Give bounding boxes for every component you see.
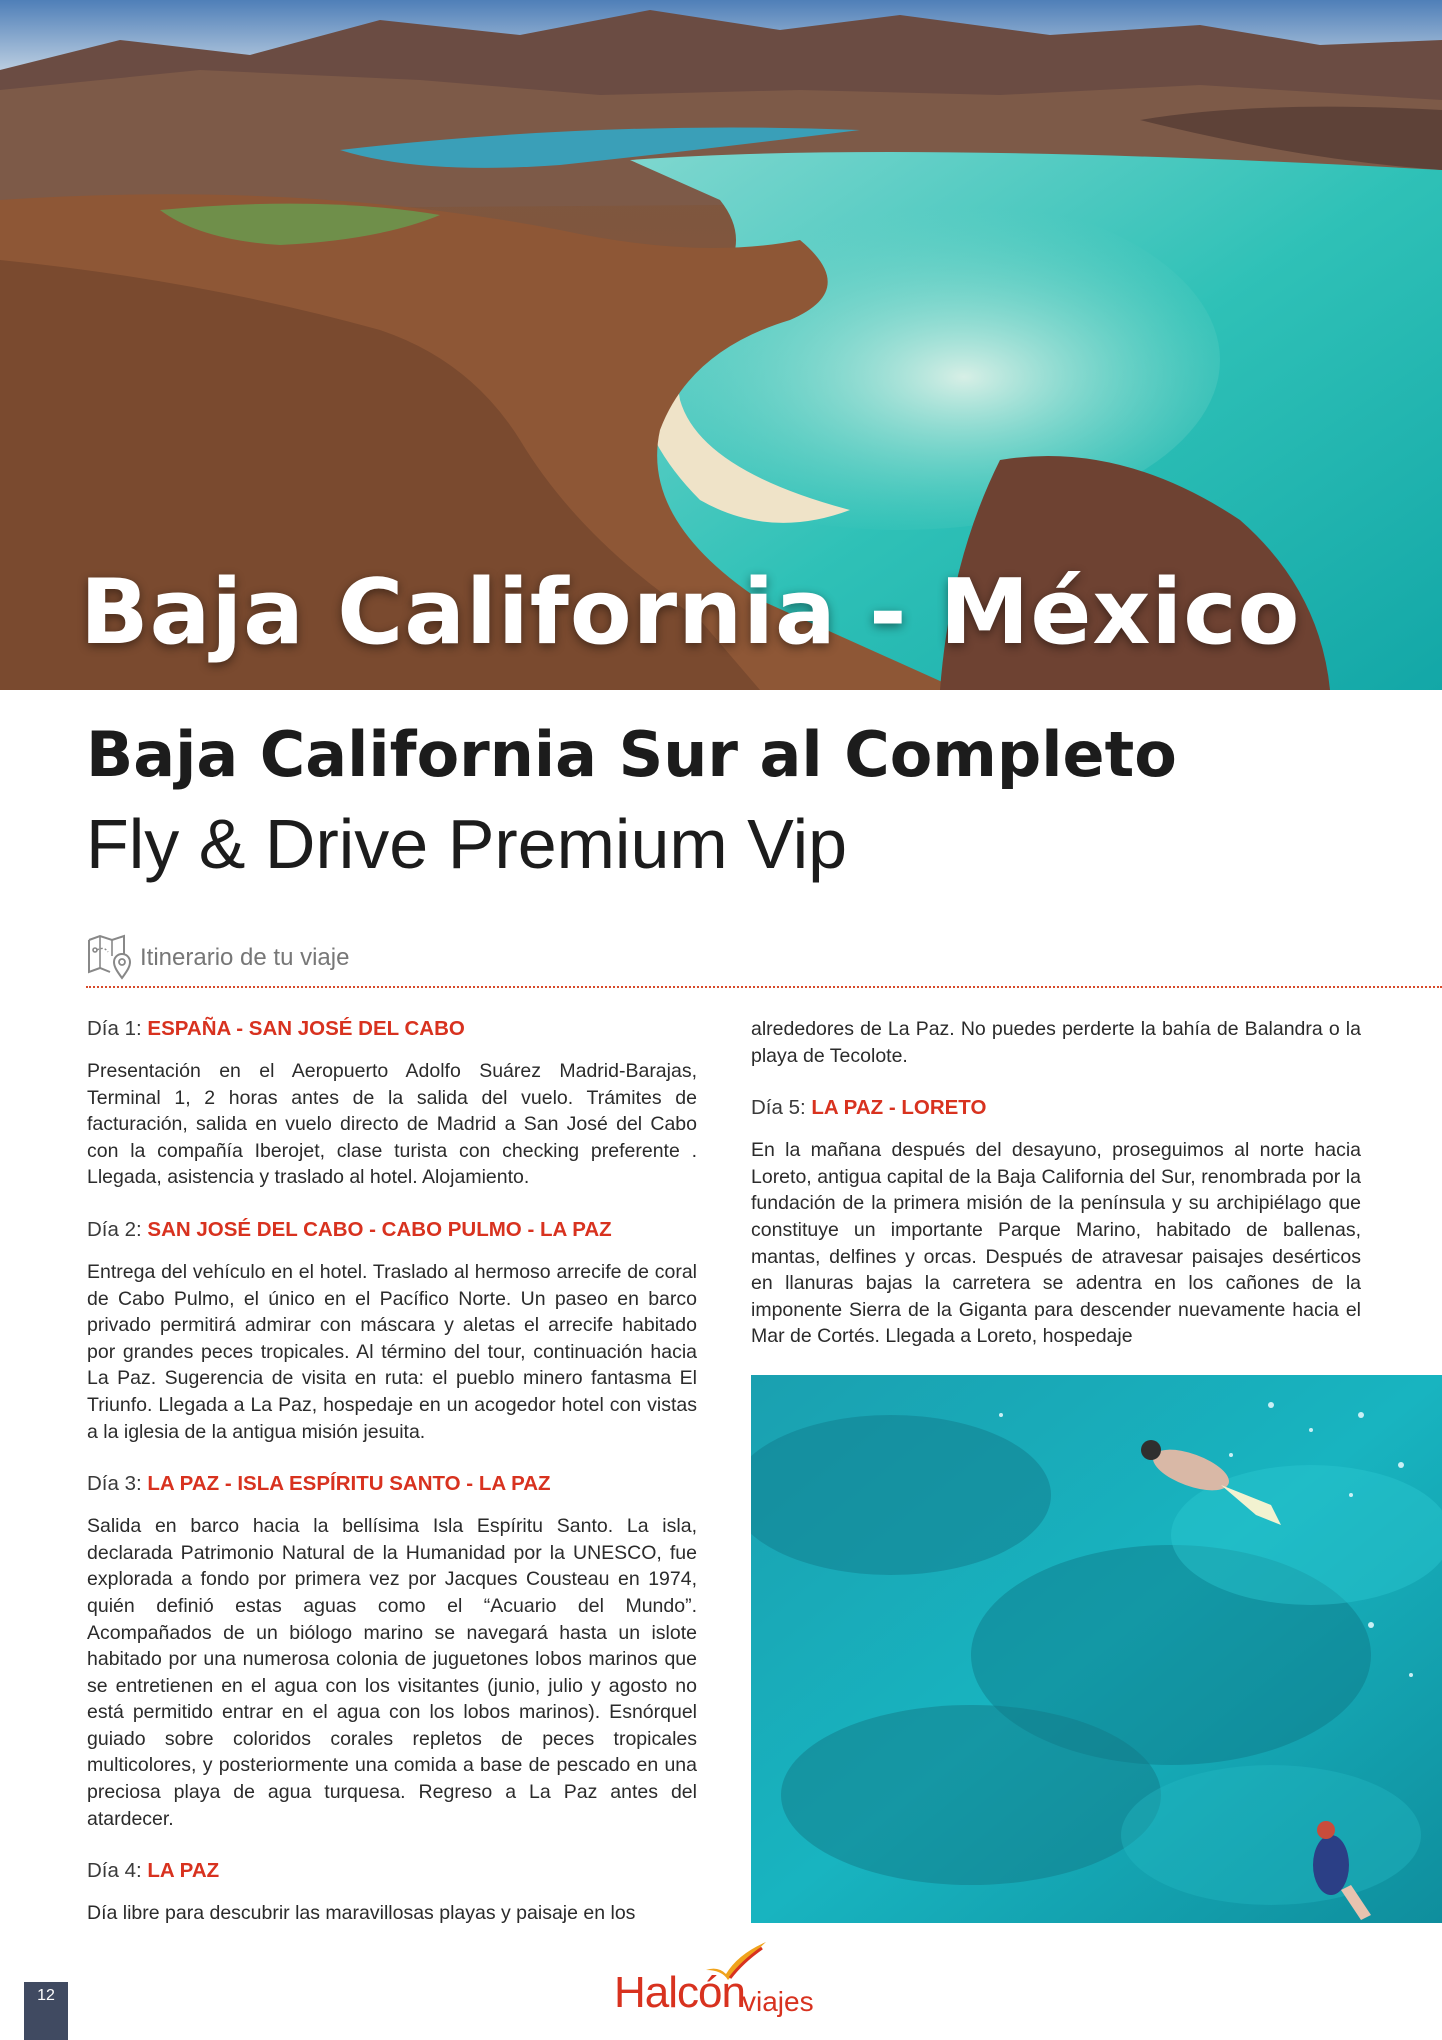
day-route: SAN JOSÉ DEL CABO - CABO PULMO - LA PAZ <box>147 1217 612 1241</box>
day-description: Entrega del vehículo en el hotel. Traslado al hermoso arrecife de coral de Cabo Pulmo, el único en el Pacífico Norte. Un paseo en barco privado permitirá admirar con máscara y aletas el arrecife habitado por grandes peces tropicales. Al término del tour, continuación hacia La Paz. Sugerencia de visita en ruta: el pueblo minero fantasma El Triunfo. Llegada a La Paz, hospedaje en un acogedor hotel con vistas a la iglesia de la antigua misión jesuita. <box>87 1260 697 1443</box>
map-pin-icon <box>86 932 134 980</box>
day-description: En la mañana después del desayuno, proseguimos al norte hacia Loreto, antigua capital de la Baja California del Sur, renombrada por la fundación de la primera misión de la península y su archipiélago que constituye un importante Parque Marino, habitado de ballenas, mantas, delfines y orcas. Después de atravesar paisajes desérticos en llanuras bajas la carretera se adentra en los cañones de la imponente Sierra de la Giganta para descender nuevamente hacia el Mar de Cortés. Llegada a Loreto, hospedaje <box>751 1139 1361 1348</box>
halcon-viajes-logo <box>614 1940 834 2020</box>
day-3 <box>87 1471 697 1832</box>
day-2 <box>87 1217 697 1445</box>
brand-subtitle: viajes <box>742 1986 814 2017</box>
hero-image <box>0 0 1442 690</box>
day-route: LA PAZ - ISLA ESPÍRITU SANTO - LA PAZ <box>147 1472 551 1496</box>
day-heading <box>87 1016 697 1042</box>
day-route: LA PAZ <box>147 1859 220 1883</box>
trip-subtitle: Fly & Drive Premium Vip <box>86 805 848 883</box>
day-4 <box>87 1858 697 1927</box>
itinerary-column-left <box>87 1016 697 1927</box>
day-number: Día 1: <box>87 1017 142 1040</box>
day-heading <box>751 1095 1361 1121</box>
day-number: Día 2: <box>87 1217 142 1241</box>
day-heading <box>87 1217 697 1243</box>
day-description: Presentación en el Aeropuerto Adolfo Suárez Madrid-Barajas, Terminal 1, 2 horas antes de la salida del vuelo. Trámites de facturación, salida en vuelo directo de Madrid a San José del Cabo con la compañía Iberojet, clase turista con checking preferente . Llegada, asistencia y traslado al hotel. Alojamiento. <box>87 1060 697 1189</box>
itinerary-header <box>86 930 1442 988</box>
day-number: Día 3: <box>87 1472 142 1496</box>
itinerary-column-right <box>751 1016 1361 1376</box>
day-heading <box>87 1858 697 1884</box>
hero-title: Baja California - México <box>80 560 1301 665</box>
snorkelers-image <box>751 1375 1442 1923</box>
brand-name: Halcón <box>614 1968 745 2017</box>
day-number: Día 4: <box>87 1859 142 1883</box>
day-route: LA PAZ - LORETO <box>811 1096 987 1120</box>
day-heading <box>87 1471 697 1497</box>
itinerary-label: Itinerario de tu viaje <box>140 944 350 971</box>
page-number: 12 <box>24 1982 68 2040</box>
day-1 <box>87 1016 697 1191</box>
day-route: ESPAÑA - SAN JOSÉ DEL CABO <box>147 1017 465 1040</box>
day-description: Día libre para descubrir las maravillosas playas y paisaje en los <box>87 1902 636 1925</box>
trip-title: Baja California Sur al Completo <box>86 718 1177 791</box>
day-number: Día 5: <box>751 1096 806 1120</box>
snorkel-photo <box>751 1375 1442 1923</box>
day-description: Salida en barco hacia la bellísima Isla Espíritu Santo. La isla, declarada Patrimonio Natural de la Humanidad por la UNESCO, fue explorada a fondo por primera vez por Jacques Cousteau en 1974, quién definió estas aguas como el “Acuario del Mundo”. Acompañados de un biólogo marino se navegará hasta un islote habitado por una numerosa colonia de juguetones lobos marinos que se entretienen en el agua con los visitantes (junio, julio y agosto no está permitido entrar en el agua con los lobos marinos). Esnórquel guiado sobre coloridos corales repletos de peces tropicales multicolores, y posteriormente una comida a base de pescado en una preciosa playa de agua turquesa. Regreso a La Paz antes del atardecer. <box>87 1515 697 1830</box>
day-description-continued: alrededores de La Paz. No puedes perderte la bahía de Balandra o la playa de Tecolote. <box>751 1018 1361 1067</box>
day-5 <box>751 1095 1361 1350</box>
